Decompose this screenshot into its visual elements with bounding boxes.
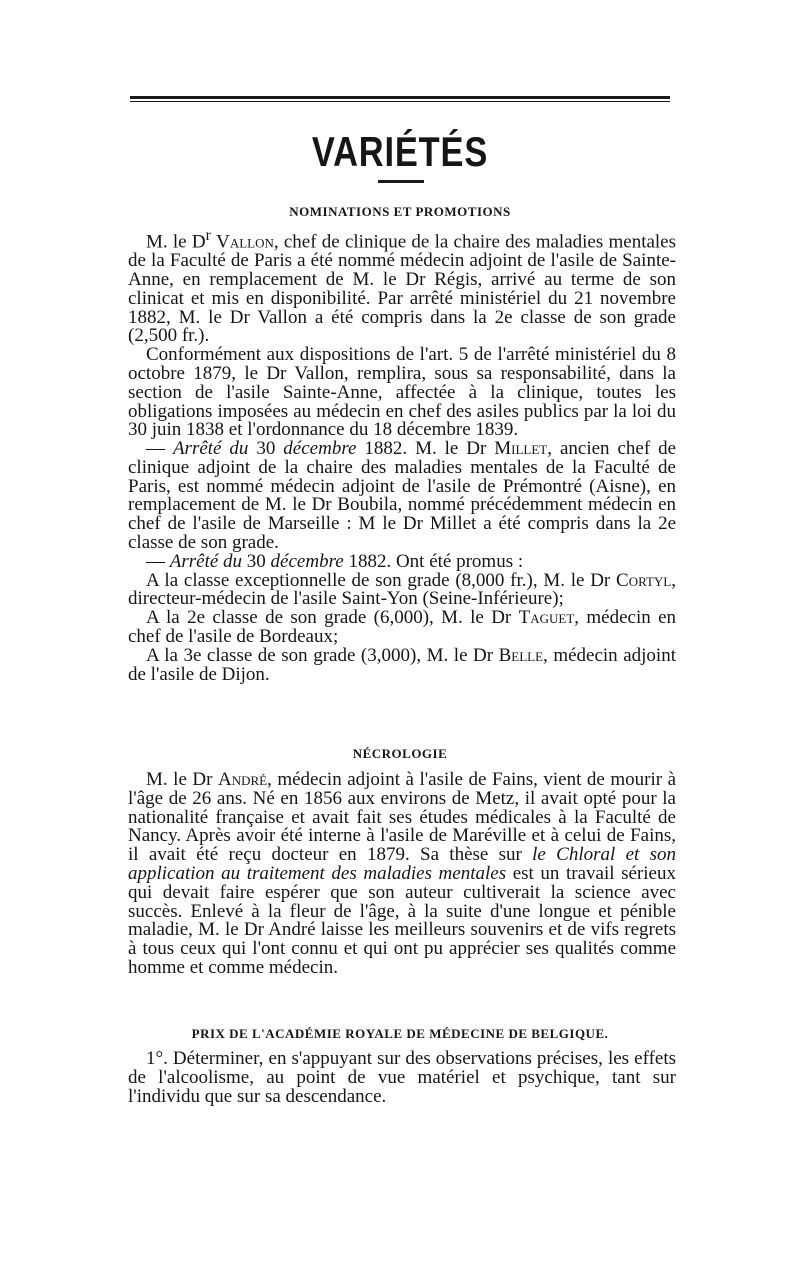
paragraph-millet: — Arrêté du 30 décembre 1882. M. le Dr Millet, ancien chef de clinique adjoint de la chaire des maladies mentales de la Faculté de Paris, est nommé médecin adjoint de l'asile de Prémontré (Aisne), en remplacement de M. le Dr Boubila, nommé précédemment médecin en chef de l'asile de Marseille : M le Dr Millet a été compris dans la 2e classe de son grade.	[128, 438, 677, 554]
person-name: Taguet	[518, 607, 575, 629]
section-nominations	[128, 227, 676, 684]
top-rule-thin	[130, 101, 670, 102]
section-necrologie	[128, 771, 676, 978]
heading-prix: PRIX DE L'ACADÉMIE ROYALE DE MÉDECINE DE BELGIQUE.	[191, 1026, 609, 1041]
heading-necrologie: NÉCROLOGIE	[352, 746, 448, 761]
paragraph-andre: M. le Dr André, médecin adjoint à l'asile de Fains, vient de mourir à l'âge de 26 ans. Né en 1856 aux environs de Metz, il avait opté pour la nationalité française et avait fait ses études médicales à la Faculté de Nancy. Après avoir été interne à l'asile de Maréville et à celui de Fains, il avait été reçu docteur en 1879. Sa thèse sur le Chloral et son application au traitement des maladies mentales est un travail sérieux qui devait faire espérer que son auteur cultiverait la science avec succès. Enlevé à la fleur de l'âge, à la suite d'une longue et pénible maladie, M. le Dr André laisse les meilleurs souvenirs et de vifs regrets à tous ceux qui l'ont connu et qui ont pu apprécier ses qualités comme homme et comme médecin.	[128, 769, 677, 978]
title-underline	[378, 180, 424, 183]
top-rule	[130, 96, 670, 99]
person-name: Millet	[494, 438, 548, 460]
heading-nominations: NOMINATIONS ET PROMOTIONS	[289, 204, 511, 219]
paragraph-promus: — Arrêté du 30 décembre 1882. Ont été promus :	[146, 550, 524, 572]
paragraph-cortyl: A la classe exceptionnelle de son grade (8,000 fr.), M. le Dr Cortyl, directeur-médecin de l'asile Saint-Yon (Seine-Inférieure);	[128, 569, 676, 610]
paragraph-vallon: M. le $D^r$ Vallon, chef de clinique de la chaire des maladies mentales de la Faculté de Paris a été nommé médecin adjoint de l'asile de Sainte-Anne, en remplacement de M. le Dr Régis, arrivé au terme de son clinicat et mis en disponibilité. Par arrêté ministériel du 21 novembre 1882, M. le Dr Vallon a été compris dans la 2e classe de son grade (2,500 fr.).	[128, 227, 677, 347]
person-name: André	[217, 769, 268, 790]
person-name: Cortyl	[616, 569, 672, 591]
person-name: Vallon	[216, 231, 274, 253]
paragraph-disposition: Conformément aux dispositions de l'art. 5 de l'arrêté ministériel du 8 octobre 1879, le Dr Vallon, remplira, sous sa responsabilité, dans la section de l'asile Sainte-Anne, affectée à la clinique, toutes les obligations imposées au médecin en chef des asiles publics par la loi du 30 juin 1838 et l'ordonnance du 18 décembre 1839.	[128, 344, 676, 441]
paragraph-prix-1: 1°. Déterminer, en s'appuyant sur des observations précises, les effets de l'alcoolisme, au point de vue matériel et psychique, tant sur l'individu que sur sa descendance.	[128, 1048, 676, 1107]
page-title: VARIÉTÉS	[311, 128, 489, 175]
paragraph-taguet: A la 2e classe de son grade (6,000), M. le Dr Taguet, médecin en chef de l'asile de Bordeaux;	[128, 607, 677, 648]
section-prix	[128, 1050, 676, 1106]
person-name: Belle	[498, 644, 544, 666]
paragraph-belle: A la 3e classe de son grade (3,000), M. le Dr Belle, médecin adjoint de l'asile de Dijon.	[128, 644, 676, 685]
